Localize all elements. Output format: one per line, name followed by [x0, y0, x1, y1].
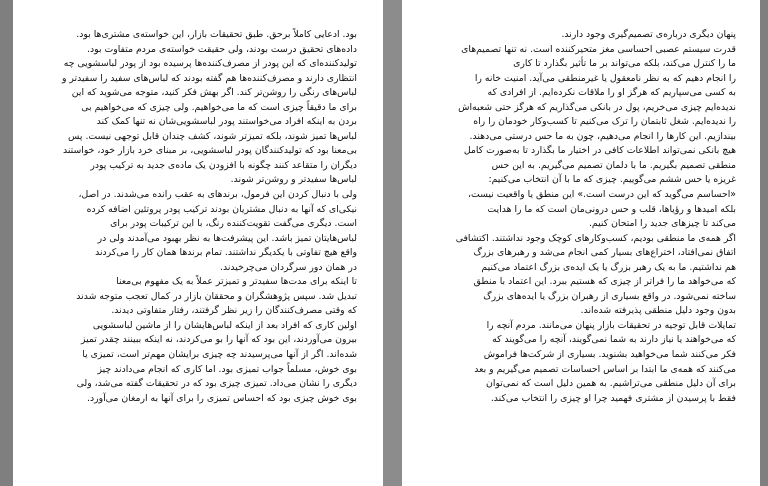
text-line: لباس‌ها تمیز شوند، بلکه تمیزتر شوند، کشف چندان قابل توجهی نیست. پس: [68, 130, 357, 142]
text-line: ما را کنترل می‌کند، بلکه می‌تواند بر ما تأثیر بگذارد تا کاری: [513, 58, 736, 70]
text-line: پنهان دیگری درباره‌ی تصمیم‌گیری وجود دارند.: [561, 29, 736, 40]
page-text-right: [424, 28, 736, 406]
text-line: اگر همه‌ی ما منطقی بودیم، کسب‌وکارهای کوچک وجود نداشتند. اکتشافی: [455, 232, 736, 244]
text-line: تبدیل شد. سپس پژوهشگران و محققان بازار در کمال تعجب متوجه شدند: [76, 290, 357, 302]
text-line: انتظاری دارند و مصرف‌کننده‌ها هم گفته بودند که لباس‌های سفید را سفیدتر و: [61, 72, 357, 84]
document-page-right: [402, 0, 760, 486]
text-line: بیرون می‌آوردند، این بود که آنها را بو می‌کردند، نه اینکه ببینند چقدر تمیز: [80, 334, 357, 346]
text-line: تا اینکه برای مدت‌ها سفیدتر و تمیزتر عملاً به یک مفهوم بی‌معنا: [116, 276, 357, 288]
text-line: واقع هیچ تفاوتی با یکدیگر نداشتند. تمام برندها همان کار را می‌کردند: [95, 247, 357, 259]
text-line: در همان دور سرگردان می‌چرخیدند.: [220, 261, 357, 273]
text-line: هیچ بانکی نمی‌تواند اطلاعات کافی در اختیار ما بگذارد تا به‌صورت کامل: [463, 145, 736, 157]
text-line: غریزه یا حس ششم می‌گوییم. چیزی که ما با آن انتخاب می‌کنیم:: [488, 174, 736, 186]
text-line: بوی خوش، مسلماً جواب تمیزی بود. اما کاری که انجام می‌دادند چیز: [97, 363, 357, 375]
text-line: به کسی می‌سپاریم که هرگز او را ملاقات نکرده‌ایم. از افرادی که: [487, 87, 736, 99]
text-line: لباس‌های رنگی را روشن‌تر کند. اگر بهش فکر کنید، متوجه می‌شوید که این: [71, 87, 357, 99]
text-line: را انجام دهیم که به نظر نامعقول یا غیرمنطقی می‌آید. امنیت خانه را: [474, 72, 736, 84]
text-line: قدرت سیستم عصبی احساسی مغز متحیرکننده است. نه تنها تصمیم‌های: [461, 43, 736, 55]
text-line: که می‌خواهند یا نیاز دارند به شما نمی‌گویند، آنچه را می‌گویند که: [492, 334, 736, 346]
text-line: برای آن دلیل منطقی می‌تراشیم. به همین دلیل است که نمی‌توان: [486, 378, 736, 390]
text-line: تمایلات قابل توجیه در تحقیقات بازار پنهان می‌مانند. مردم آنچه را: [486, 319, 736, 331]
text-line: است. دیگری می‌گفت تقویت‌کننده رنگ، با این ترکیبات پودر برای: [110, 218, 357, 230]
text-line: بوی خوش چیزی بود که احساس تمیزی را برای آنها به ارمغان می‌آورد.: [87, 392, 357, 404]
text-line: را ندیده‌ایم. شغل ثابتمان را ترک می‌کنیم تا کسب‌وکار خودمان را راه: [473, 116, 736, 128]
text-line: تولیدکننده‌ای که این پودر از مصرف‌کننده‌ها پرسیده بود از پودر لباسشویی چه: [63, 58, 357, 70]
text-line: فکر می‌کنند شما می‌خواهید بشنوید. بسیاری از شرکت‌ها فراموش: [483, 349, 736, 361]
text-line: اتفاق نمی‌افتاد، اختراع‌های بسیار کمی انجام می‌شد و رهبرهای بزرگ: [473, 247, 736, 259]
text-line: بی‌معنا بود که تولیدکنندگان پودر لباسشویی، بر مبنای خرد بازار خود، خواستند: [62, 145, 357, 157]
text-line: بدون وجود دلیل منطقی پذیرفته شده‌اند.: [580, 305, 736, 317]
text-line: شده‌اند. اگر از آنها می‌پرسیدند چه چیزی برایشان مهم‌تر است، تمیزی یا: [82, 349, 357, 361]
text-line: می‌کنند که همه‌ی ما ابتدا بر اساس احساسات تصمیم می‌گیریم و بعد: [474, 363, 736, 375]
text-line: که وقتی مصرف‌کنندگان را زیر نظر گرفتند، رفتار متفاوتی دیدند.: [111, 305, 357, 317]
text-line: بود. ادعایی کاملاً برحق. طبق تحقیقات بازار، این خواسته‌ی مشتری‌ها بود.: [76, 29, 357, 40]
text-line: که می‌خواهد ما را فراتر از چیزی که هستیم ببرد. این اعتماد با منطق: [473, 276, 736, 288]
text-line: بلکه امیدها و رؤیاها، قلب و حس درونی‌مان است که ما را هدایت: [487, 203, 736, 215]
text-line: اولین کاری که افراد بعد از اینکه لباس‌هایشان را از ماشین لباسشویی: [92, 319, 357, 331]
text-line: دیگری را نشان می‌داد. تمیزی چیزی بود که در تحقیقات گفته می‌شد، ولی: [76, 378, 357, 390]
page-gutter: [383, 0, 402, 486]
text-line: می‌کند تا چیزهای جدید را امتحان کنیم.: [588, 218, 736, 230]
text-line: داده‌های تحقیق درست بودند، ولی حقیقت خواسته‌ی مردم متفاوت بود.: [87, 43, 357, 55]
text-line: دیگران را متقاعد کنند چگونه با افزودن یک ماده‌ی جدید به ترکیب پودر: [90, 159, 357, 171]
text-line: بیندازیم. این کارها را انجام می‌دهیم، چون به ما حس درستی می‌دهند.: [469, 130, 736, 142]
text-line: فقط با پرسیدن از مشتری فهمید چرا او چیزی را انتخاب می‌کند.: [490, 392, 736, 404]
page-text-left: [35, 28, 357, 406]
text-line: لباس‌ها سفیدتر و روشن‌تر شوند.: [230, 174, 357, 186]
text-line: برای ما دقیقاً چیزی است که ما می‌خواهیم. ولی چیزی که می‌خواهیم بی: [81, 101, 357, 113]
text-line: نیکی‌ای که آنها به دنبال مشتریان بودند ترکیب پودر پروتئین اضافه کرده: [86, 203, 357, 215]
text-line: ولی با دنبال کردن این فرمول، برندهای به عقب رانده می‌شدند. در اصل،: [78, 189, 357, 201]
text-line: لباس‌هایتان تمیز باشد. این پیشرفت‌ها به نظر بهبود می‌آمدند ولی در: [97, 232, 357, 244]
text-line: منطقی تصمیم بگیریم. ما با دلمان تصمیم می‌گیریم. به این حس: [491, 159, 736, 171]
text-line: ساخته نمی‌شود. در واقع بسیاری از رهبران بزرگ یا ایده‌های بزرگ: [483, 290, 736, 302]
text-line: بردن به اینکه افراد می‌خواستند پودر لباسشویی‌شان نه تنها کمک کند: [96, 116, 357, 128]
document-page-left: [13, 0, 383, 486]
text-line: هم نداشتیم. ما به یک رهبر بزرگ یا یک ایده‌ی بزرگ اعتماد می‌کنیم: [481, 261, 736, 273]
text-line: ندیده‌ایم چیزی می‌خریم، پول در بانکی می‌گذاریم که هرگز حتی شعبه‌اش: [458, 101, 736, 113]
text-line: «احساسم می‌گوید که این درست است.» این منطق یا واقعیت نیست،: [467, 189, 736, 201]
